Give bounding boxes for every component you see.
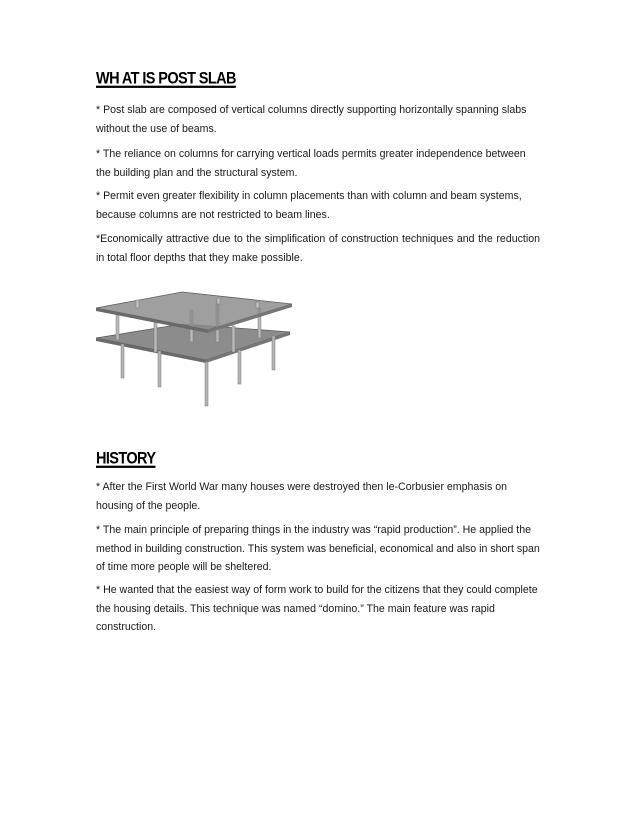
- paragraph-independence: * The reliance on columns for carrying vertical loads permits greater independence between the building plan and the structural system.: [96, 148, 526, 179]
- upper-slab: [96, 292, 292, 330]
- post-slab-structure-illustration: [90, 286, 300, 408]
- section-heading-history: HISTORY: [96, 450, 156, 468]
- paragraph-flexibility: * Permit even greater flexibility in column placements than with column and beam systems, because columns are not restricted to beam lines.: [96, 190, 522, 221]
- paragraph-first-world-war: * After the First World War many houses were destroyed then le-Corbusier emphasis on housing of the people.: [96, 481, 507, 512]
- paragraph-domino: * He wanted that the easiest way of form work to build for the citizens that they could complete the housing details. This technique was named “domino.” The main feature was rapid construction.: [96, 584, 538, 633]
- paragraph-definition: * Post slab are composed of vertical columns directly supporting horizontally spanning slabs without the use of beams.: [96, 104, 527, 135]
- paragraph-economy: *Economically attractive due to the simplification of construction techniques and the reduction in total floor depths that they make possible.: [96, 233, 540, 264]
- paragraph-rapid-production: * The main principle of preparing things in the industry was “rapid production”. He applied the method in building construction. This system was beneficial, economical and also in short span of time more people will be sheltered.: [96, 524, 540, 573]
- section-heading-post-slab: WH AT IS POST SLAB: [96, 70, 236, 88]
